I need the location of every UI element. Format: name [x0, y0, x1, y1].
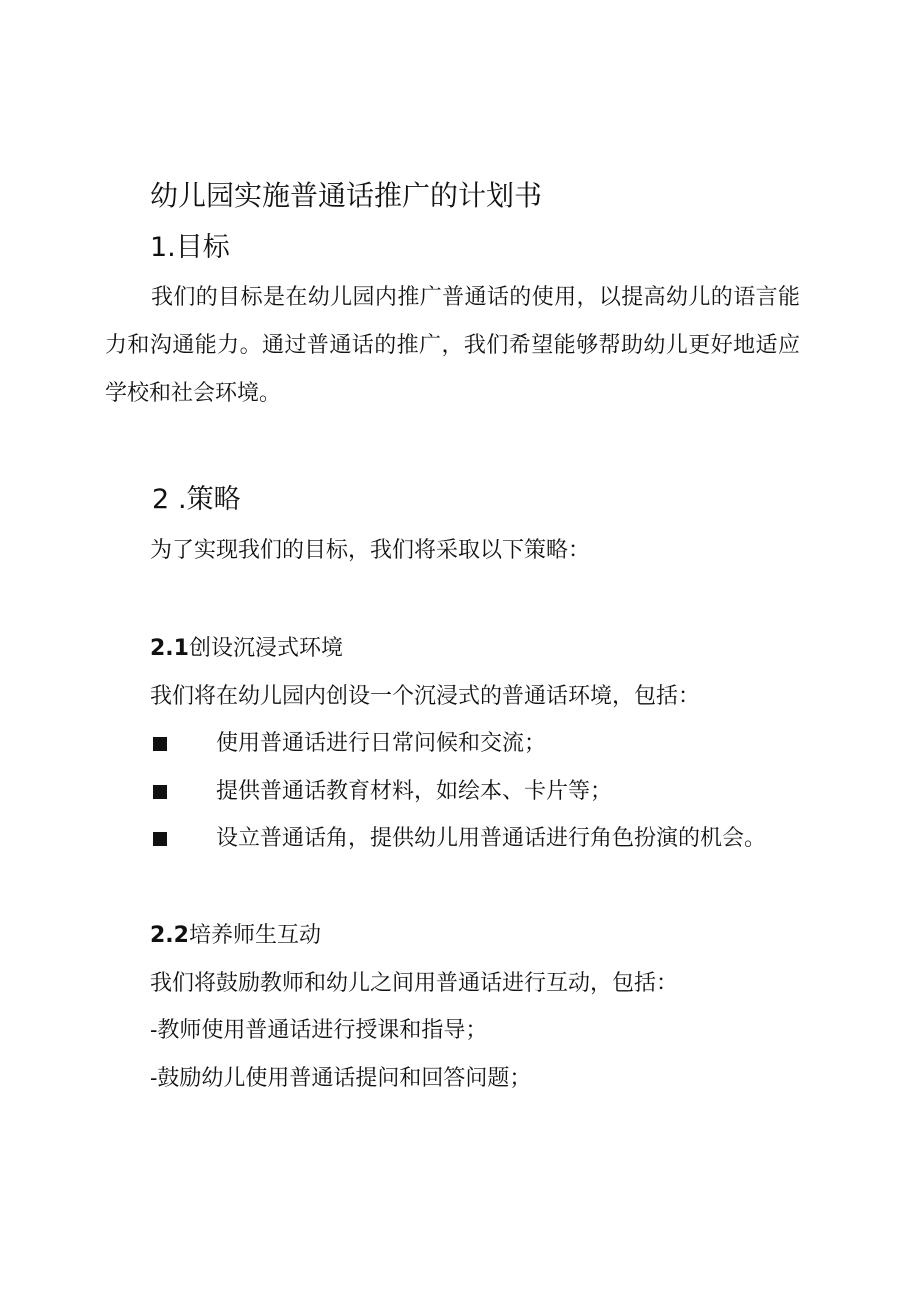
section-2-number: 2 [152, 484, 170, 515]
section-2-heading: .策略 [178, 484, 241, 515]
section-2-1-intro: 我们将在幼儿园内创设一个沉浸式的普通话环境，包括： [150, 684, 701, 709]
section-2-2-number: 2.2 [150, 923, 189, 948]
section-2-1-heading [150, 633, 343, 665]
square-bullet-icon [153, 785, 167, 799]
square-bullet-icon [153, 737, 167, 751]
list-item: -鼓励幼儿使用普通话提问和回答问题； [150, 1066, 532, 1091]
section-1-heading: 1.目标 [150, 232, 230, 263]
list-item: -教师使用普通话进行授课和指导； [150, 1018, 488, 1043]
document-page: 幼儿园实施普通话推广的计划书 1.目标 我们的目标是在幼儿园内推广普通话的使用，以提高幼儿的语言能力和沟通能力。通过普通话的推广，我们希望能够帮助幼儿更好地适应学校和社会环境。 2 .策略 为了实现我们的目标，我们将采取以下策略： 2.1创设沉浸式环境 我们将在幼儿园内创设一个沉浸式的普通话环境，包括： 使用普通话进行日常问候和交流； 提供普通话教育材料，如绘本、卡片等； 设立普通话角，提供幼儿用普通话进行角色扮演的机会。 2.2培养师生互动 我们将鼓励教师和幼儿之间用普通话进行互动，包括： -教师使用普通话进行授课和指导； -鼓励幼儿使用普通话提问和回答问题； [0, 0, 920, 1301]
section-2-2-title: 培养师生互动 [188, 923, 321, 948]
section-2-2-heading [150, 920, 321, 952]
square-bullet-icon [153, 832, 167, 846]
section-2-1-title: 创设沉浸式环境 [188, 636, 343, 661]
section-2-1-number: 2.1 [150, 636, 189, 661]
section-2-2-intro: 我们将鼓励教师和幼儿之间用普通话进行互动，包括： [150, 971, 679, 996]
document-title: 幼儿园实施普通话推广的计划书 [150, 179, 543, 212]
section-1-paragraph: 我们的目标是在幼儿园内推广普通话的使用，以提高幼儿的语言能力和沟通能力。通过普通话的推广，我们希望能够帮助幼儿更好地适应学校和社会环境。 [105, 285, 800, 406]
section-2-intro: 为了实现我们的目标，我们将采取以下策略： [150, 538, 591, 563]
